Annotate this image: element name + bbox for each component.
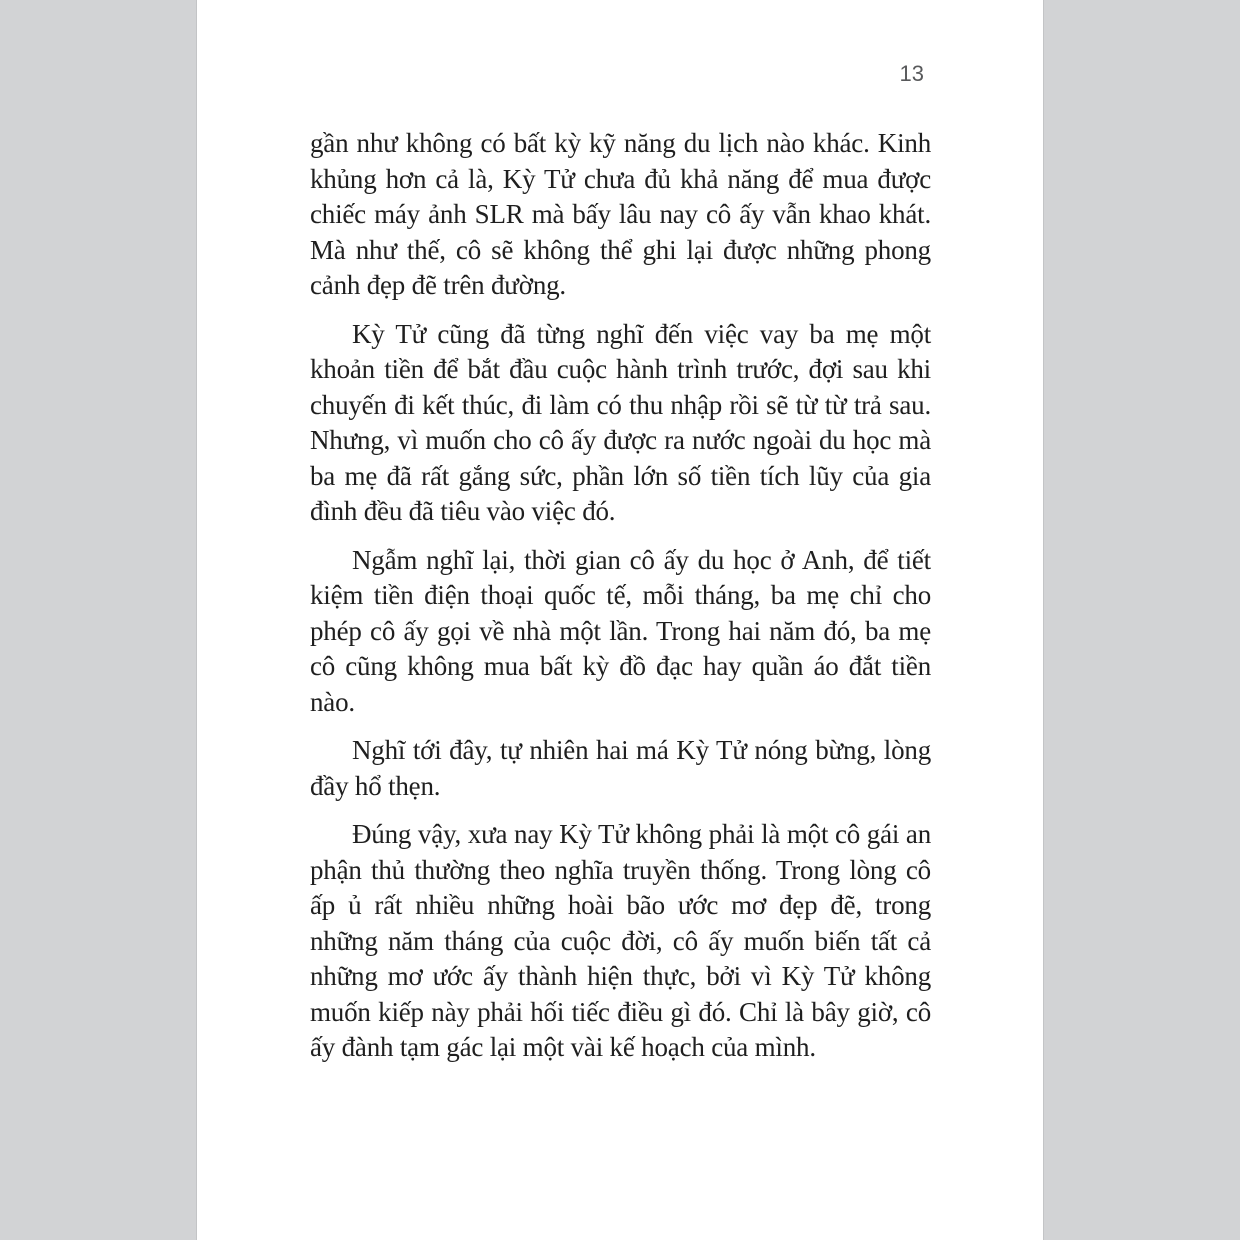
paragraph-3: Ngẫm nghĩ lại, thời gian cô ấy du học ở Anh, để tiết kiệm tiền điện thoại quốc tế, mỗi tháng, ba mẹ chỉ cho phép cô ấy gọi về nhà một lần. Trong hai năm đó, ba mẹ cô cũng không mua bất kỳ đồ đạc hay quần áo đắt tiền nào.: [310, 544, 931, 717]
page-text: [310, 126, 931, 1079]
page-number: 13: [899, 61, 924, 86]
paragraph-1: gần như không có bất kỳ kỹ năng du lịch nào khác. Kinh khủng hơn cả là, Kỳ Tử chưa đủ khả năng để mua được chiếc máy ảnh SLR mà bấy lâu nay cô ấy vẫn khao khát. Mà như thế, cô sẽ không thể ghi lại được những phong cảnh đẹp đẽ trên đường.: [310, 128, 931, 300]
book-page: [197, 0, 1043, 1240]
paragraph-5: Đúng vậy, xưa nay Kỳ Tử không phải là một cô gái an phận thủ thường theo nghĩa truyền thống. Trong lòng cô ấp ủ rất nhiều những hoài bão ước mơ đẹp đẽ, trong những năm tháng của cuộc đời, cô ấy muốn biến tất cả những mơ ước ấy thành hiện thực, bởi vì Kỳ Tử không muốn kiếp này phải hối tiếc điều gì đó. Chỉ là bây giờ, cô ấy đành tạm gác lại một vài kế hoạch của mình.: [310, 819, 931, 1062]
paragraph-2: Kỳ Tử cũng đã từng nghĩ đến việc vay ba mẹ một khoản tiền để bắt đầu cuộc hành trình trước, đợi sau khi chuyến đi kết thúc, đi làm có thu nhập rồi sẽ từ từ trả sau. Nhưng, vì muốn cho cô ấy được ra nước ngoài du học mà ba mẹ đã rất gắng sức, phần lớn số tiền tích lũy của gia đình đều đã tiêu vào việc đó.: [310, 318, 931, 526]
paragraph-4: Nghĩ tới đây, tự nhiên hai má Kỳ Tử nóng bừng, lòng đầy hổ thẹn.: [310, 735, 931, 801]
